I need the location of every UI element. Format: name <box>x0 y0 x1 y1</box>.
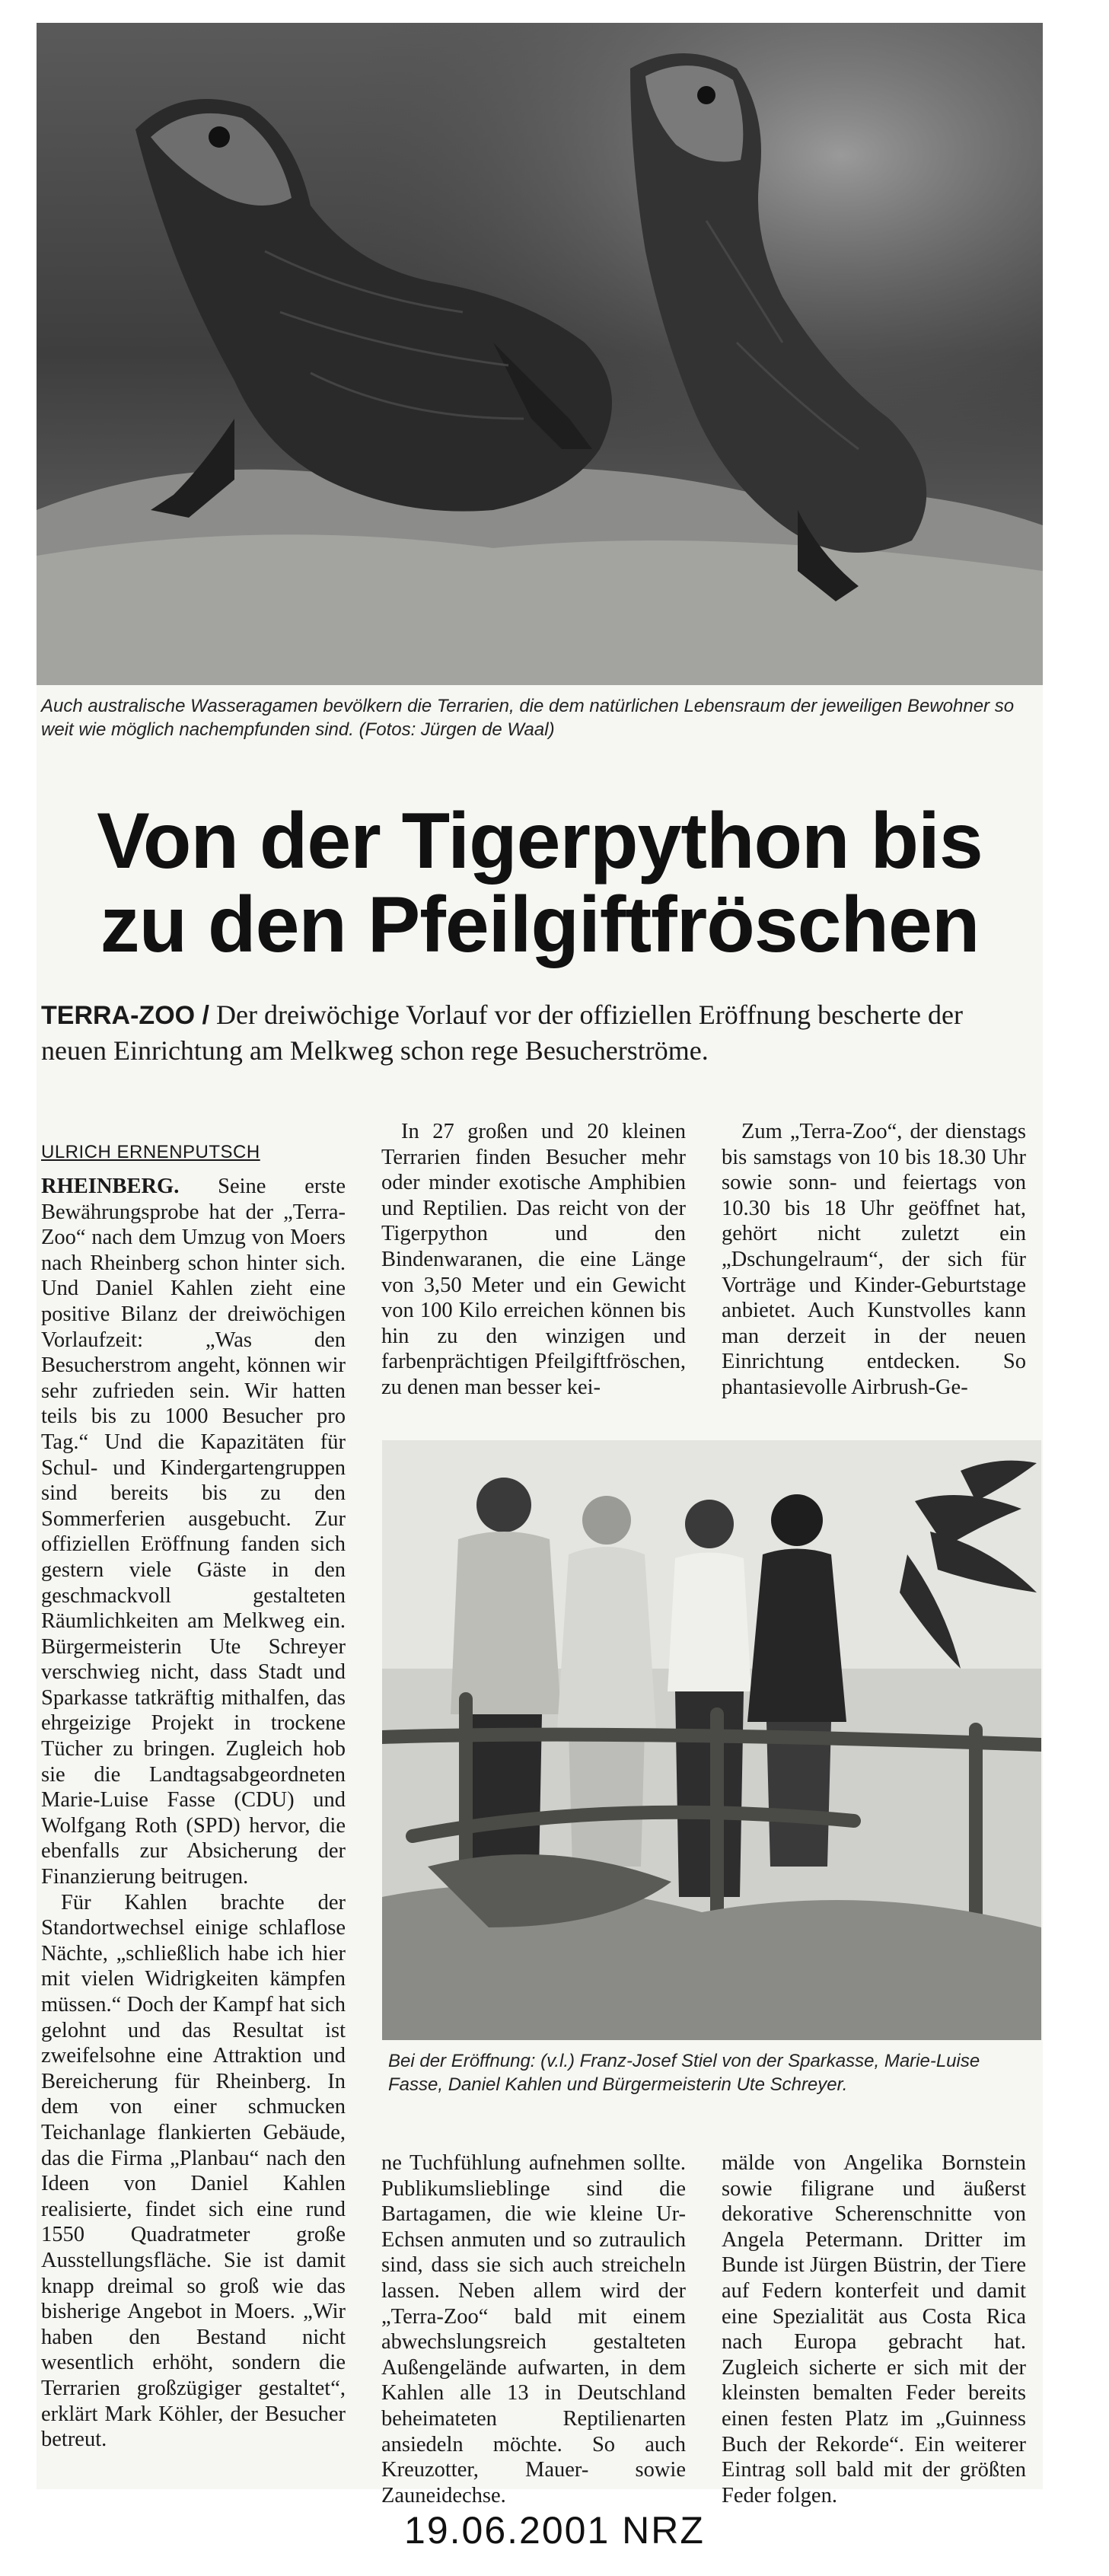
article-column-3-bottom <box>722 2150 1026 2508</box>
top-photo-caption: Auch australische Wasseragamen bevölkern die Terrarien, die dem natürlichen Lebensraum der jeweiligen Bewohner so weit wie möglich nachempfunden sind. (Fotos: Jürgen de Waal) <box>41 696 1015 740</box>
opening-group-photo <box>382 1440 1041 2040</box>
paragraph: Für Kahlen brachte der Standortwechsel einige schlaflose Nächte, „schließlich habe ich hier mit vielen Widrigkeiten kämpfen müssen.“ Doch der Kampf hat sich gelohnt und das Resultat ist zweifelsohne eine Attraktion und Bereicherung für Rheinberg. In dem von einer schmucken Teichanlage flankierten Gebäude, das die Firma „Planbau“ nach den Ideen von Daniel Kahlen realisierte, findet sich eine rund 1550 Quadratmeter große Ausstellungsfläche. Sie ist damit knapp dreimal so groß wie das bisherige Angebot in Moers. „Wir haben den Bestand nicht wesentlich erhöht, sondern die Terrarien großzügiger gestaltet“, erklärt Mark Köhler, der Besucher betreut. <box>41 1890 346 2452</box>
article-column-1 <box>41 1174 346 2453</box>
author-byline: ULRICH ERNENPUTSCH <box>41 1142 260 1162</box>
article-column-2-top <box>381 1119 686 1401</box>
paragraph: mälde von Angelika Bornstein sowie filigrane und äußerst dekorative Scherenschnitte von Angela Petermann. Dritter im Bunde ist Jürgen Büstrin, der Tiere auf Federn konterfeit und damit eine Spezialität aus Costa Rica nach Europa gebracht hat. Zugleich sicherte er sich mit der kleinsten bemalten Feder bereits einen festen Platz im „Guinness Buch der Rekorde“. Ein weiterer Eintrag soll bald mit der größten Feder folgen. <box>722 2151 1026 2507</box>
paragraph <box>41 1174 346 1890</box>
paragraph: Zum „Terra-Zoo“, der dienstags bis samstags von 10 bis 18.30 Uhr sowie sonn- und feiertags von 10.30 bis 18 Uhr geöffnet hat, gehört nicht zuletzt ein „Dschungelraum“, der sich für Vorträge und Kinder-Geburtstage anbietet. Auch Kunstvolles kann man derzeit in der neuen Einrichtung entdecken. So phantasievolle Airbrush-Ge- <box>722 1120 1026 1399</box>
lead-paragraph <box>41 997 1023 1068</box>
lead-kicker: TERRA-ZOO / <box>41 1001 209 1030</box>
lead-text: Der dreiwöchige Vorlauf vor der offiziellen Eröffnung bescherte der neuen Einrichtung am Melkweg schon rege Besucherströme. <box>41 999 963 1066</box>
headline-line-2: zu den Pfeilgiftfröschen <box>100 881 980 969</box>
paragraph-text: Seine erste Bewährungsprobe hat der „Terra-Zoo“ nach dem Umzug von Moers nach Rheinberg schon hinter sich. Und Daniel Kahlen zieht eine positive Bilanz der dreiwöchigen Vorlaufzeit: „Was den Besucherstrom angeht, können wir sehr zufrieden sein. Wir hatten teils bis zu 1000 Besucher pro Tag.“ Und die Kapazitäten für Schul- und Kindergartengruppen sind bereits bis zu den Sommerferien ausgebucht. Zur offiziellen Eröffnung fanden sich gestern viele Gäste in den geschmackvoll gestalteten Räumlichkeiten am Melkweg ein. Bürgermeisterin Ute Schreyer verschwieg nicht, dass Stadt und Sparkasse tatkräftig mithalfen, das ehrgeizige Projekt in trockene Tücher zu bringen. Zugleich hob sie die Landtagsabgeordneten Marie-Luise Fasse (CDU) und Wolfgang Roth (SPD) hervor, die ebenfalls zur Absicherung der Finanzierung beitrugen. <box>41 1175 346 1889</box>
article-column-3-top <box>722 1119 1026 1401</box>
paragraph: In 27 großen und 20 kleinen Terrarien finden Besucher mehr oder minder exotische Amphibien und Reptilien. Das reicht von der Tigerpython und den Bindenwaranen, die eine Länge von 3,50 Meter und ein Gewicht von 100 Kilo erreichen können bis hin zu den winzigen und farbenprächtigen Pfeilgiftfröschen, zu denen man besser kei- <box>381 1120 686 1399</box>
publication-date-stamp: 19.06.2001 NRZ <box>404 2509 705 2552</box>
paragraph: ne Tuchfühlung aufnehmen sollte. Publikumslieblinge sind die Bartagamen, die wie kleine Ur-Echsen anmuten und so zutraulich sind, dass sie sich auch streicheln lassen. Neben allem wird der „Terra-Zoo“ bald mit einem abwechslungsreich gestalteten Außengelände aufwarten, in dem Kahlen alle 13 in Deutschland beheimateten Reptilienarten ansiedeln möchte. So auch Kreuzotter, Mauer- sowie Zauneidechse. <box>381 2151 686 2507</box>
headline-line-1: Von der Tigerpython bis <box>97 797 983 885</box>
lizard-photo <box>37 23 1043 685</box>
dateline-place: RHEINBERG. <box>41 1175 180 1198</box>
newspaper-clipping <box>37 23 1043 2507</box>
article-column-2-bottom <box>381 2150 686 2508</box>
bottom-photo-caption: Bei der Eröffnung: (v.l.) Franz-Josef Stiel von der Sparkasse, Marie-Luise Fasse, Daniel Kahlen und Bürgermeisterin Ute Schreyer. <box>388 2051 980 2095</box>
